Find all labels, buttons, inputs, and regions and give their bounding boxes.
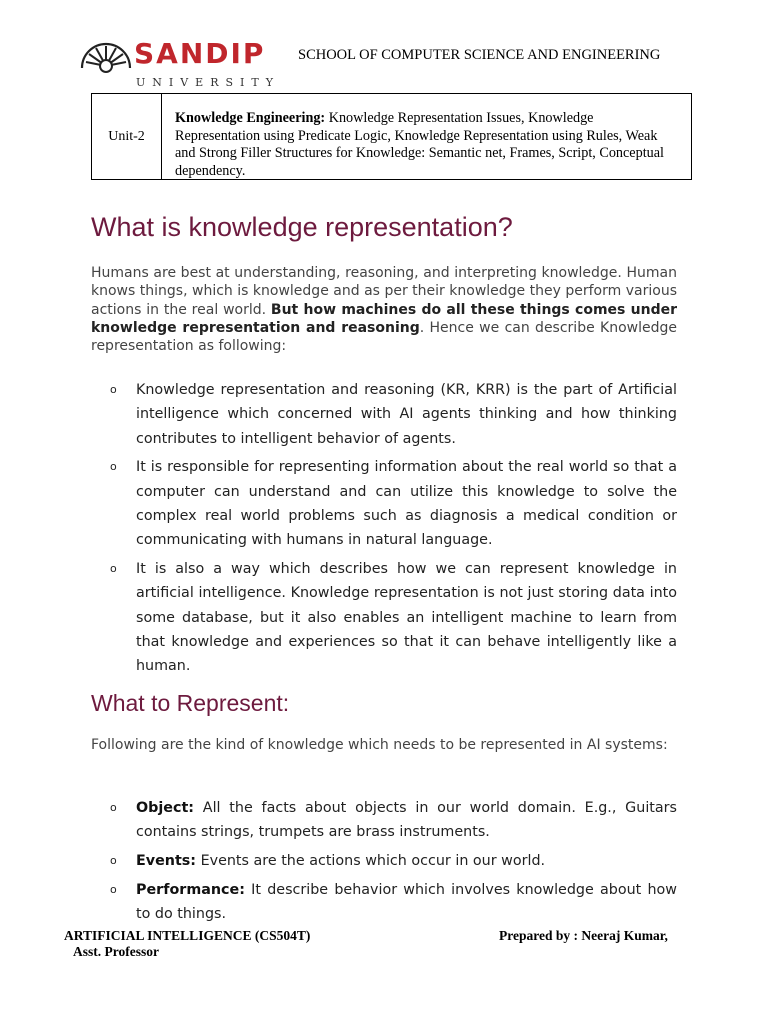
heading-what-to-represent: What to Represent:: [91, 690, 290, 716]
university-logo: [78, 22, 280, 89]
bullet-icon: o: [110, 460, 117, 474]
term-performance: Performance:: [136, 881, 245, 898]
footer-course: [64, 928, 310, 960]
bullet-icon: o: [110, 383, 117, 396]
intro-text-start: Humans are best at understanding, reasoning, and interpreting knowledge. Human knows things, which is knowledge and as per their knowledge they perform various actions in the real world.: [91, 265, 677, 318]
intro-text-bold: But how machines do all these things comes under knowledge representation and reasoning: [91, 301, 678, 336]
list-item: [110, 557, 677, 678]
list-item: [110, 796, 677, 845]
list-item: [110, 455, 677, 552]
unit-label: Unit-2: [92, 94, 162, 179]
list-item-text: [136, 849, 677, 873]
list-item: [110, 849, 677, 873]
unit-topics: Knowledge Representation Issues, Knowledge Representation using Predicate Logic, Knowledge Representation using Rules, Weak and Strong Filler Structures for Knowledge: Semantic net, Frames, Script, Conceptual dependency.: [175, 110, 664, 179]
intro-text-end: . Hence we can describe Knowledge representation as following:: [91, 319, 677, 355]
term-events: Events:: [136, 853, 197, 870]
list-item: [110, 878, 677, 927]
represent-intro-paragraph: Following are the kind of knowledge which needs to be represented in AI systems:: [91, 737, 668, 753]
author-designation: Asst. Professor: [73, 944, 159, 959]
list-item-text: It is responsible for representing information about the real world so that a computer can understand and can utilize this knowledge to solve the complex real world problems such as diagnosis a medical condition or communicating with humans in natural language.: [136, 459, 677, 549]
bullet-icon: o: [110, 854, 117, 868]
term-performance-desc: It describe behavior which involves knowledge about how to do things.: [136, 881, 677, 923]
intro-paragraph: [91, 264, 677, 355]
unit-description: [162, 94, 691, 179]
course-name: ARTIFICIAL INTELLIGENCE (CS504T): [64, 928, 311, 943]
list-item-text: [136, 796, 677, 845]
heading-knowledge-representation: What is knowledge representation?: [91, 212, 513, 242]
term-events-desc: Events are the actions which occur in our world.: [196, 853, 546, 870]
bullet-icon: o: [110, 801, 117, 814]
kr-bullet-list: [110, 378, 677, 683]
term-object-desc: All the facts about objects in our world domain. E.g., Guitars contains strings, trumpets are brass instruments.: [136, 800, 677, 841]
represent-bullet-list: [110, 796, 677, 931]
bullet-icon: o: [110, 562, 117, 576]
term-object: Object:: [136, 800, 195, 816]
list-item-text: It is also a way which describes how we can represent knowledge in artificial intelligence. Knowledge representation is not just storing data into some database, but it also enables an intelligent machine to learn from that knowledge and experiences so that it can behave intelligently like a human.: [136, 561, 677, 675]
list-item-text: [136, 878, 677, 927]
logo-subtitle: UNIVERSITY: [136, 76, 280, 89]
list-item: [110, 378, 677, 451]
school-name: SCHOOL OF COMPUTER SCIENCE AND ENGINEERING: [298, 47, 661, 63]
sun-emblem-icon: [78, 22, 134, 76]
bullet-icon: o: [110, 882, 117, 896]
list-item-text: Knowledge representation and reasoning (KR, KRR) is the part of Artificial intelligence which concerned with AI agents thinking and how thinking contributes to intelligent behavior of agents.: [136, 382, 677, 447]
unit-title: Knowledge Engineering:: [175, 110, 326, 126]
logo-wordmark: SANDIP: [134, 37, 266, 70]
footer-prepared-by: Prepared by : Neeraj Kumar,: [499, 928, 668, 943]
unit-table: [91, 93, 692, 180]
